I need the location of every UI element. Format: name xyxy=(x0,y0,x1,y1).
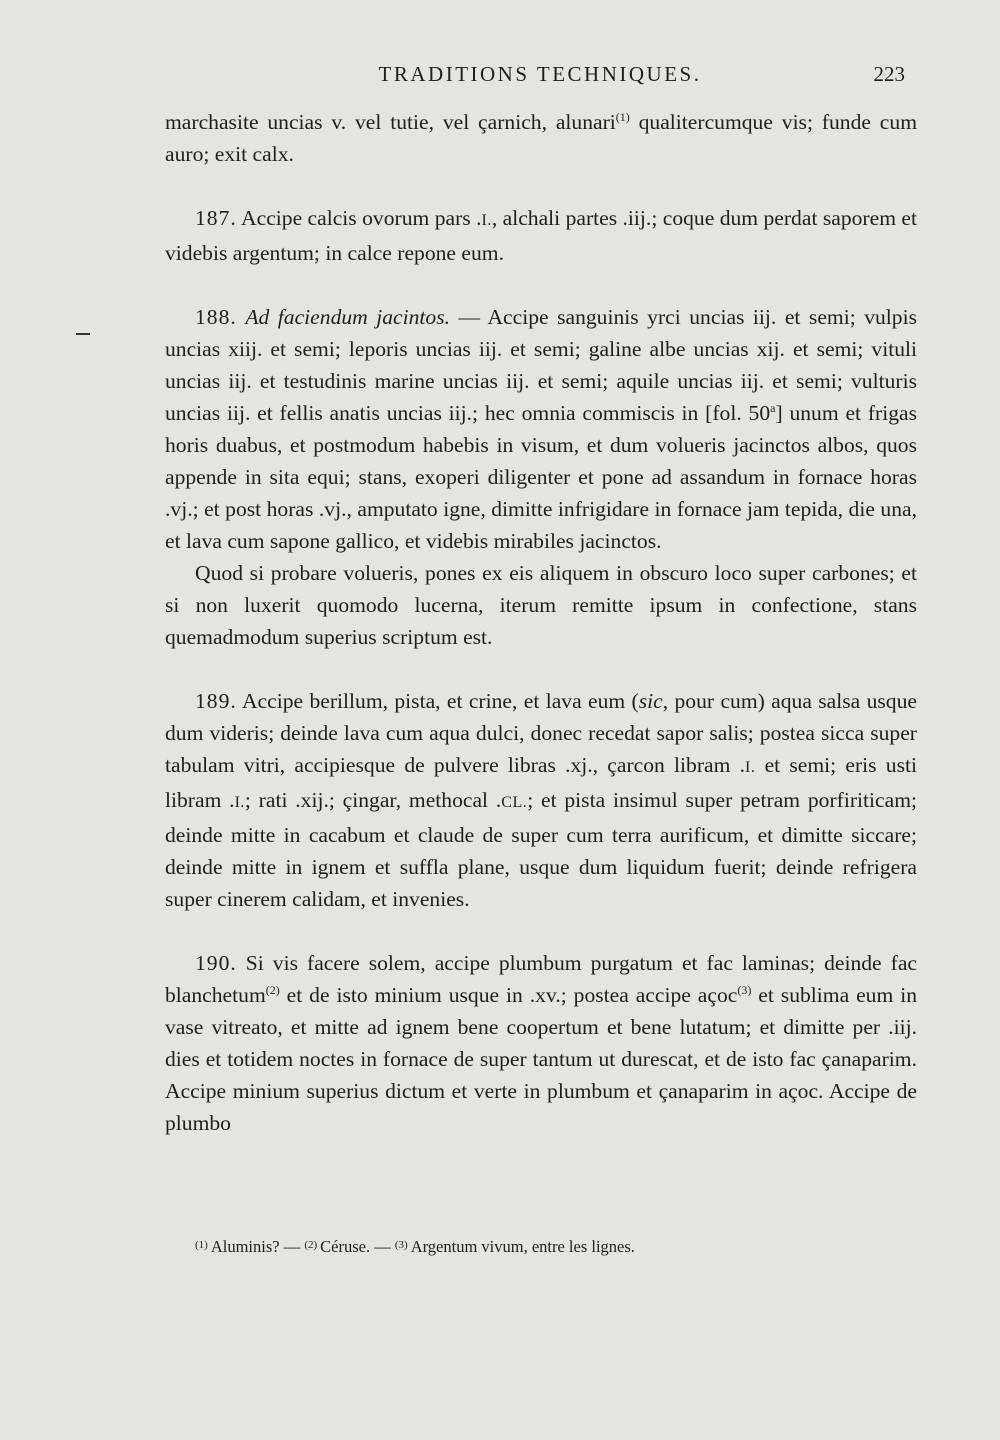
margin-dash xyxy=(76,333,90,335)
running-title: TRADITIONS TECHNIQUES. xyxy=(378,62,702,86)
footnotes: $^{(1)}$ Aluminis? — $^{(2)}$ Céruse. — $^{(3)}$ Argentum vivum, entre les lignes. xyxy=(195,1237,635,1256)
recipe-number: 189. xyxy=(195,689,237,713)
paragraph-190: 190. Si vis facere solem, accipe plumbum purgatum et fac laminas; deinde fac blanchetum$^{(2)}$ et de isto minium usque in .xv.; postea accipe açoc$^{(3)}$ et sublima eum in vase vitreato, et mitte ad ignem bene coopertum et bene lutatum; et dimitte per .iij. dies et totidem noctes in fornace de super tantum ut durescat, et de isto fac çanaparim. Accipe minium superius dictum et verte in plumbum et çanaparim in açoc. Accipe de plumbo xyxy=(165,951,917,1135)
recipe-number: 187. xyxy=(195,206,237,230)
paragraph-188-continued: Quod si probare volueris, pones ex eis aliquem in obscuro loco super carbones; et si non luxerit quomodo lucerna, iterum remitte ipsum in confectione, stans quemadmodum superius scriptum est. xyxy=(165,561,917,649)
footnote-ref: (1) xyxy=(615,109,630,124)
recipe-number: 190. xyxy=(195,951,237,975)
footnote-ref: (3) xyxy=(737,982,752,997)
paragraph-187: 187. Accipe calcis ovorum pars .I., alchali partes .iij.; coque dum perdat saporem et videbis argentum; in calce repone eum. xyxy=(165,206,917,265)
footnote-3: Argentum vivum, entre les lignes. xyxy=(410,1237,635,1256)
footnote-1: Aluminis? — xyxy=(210,1237,305,1256)
recipe-title: Ad faciendum jacintos. xyxy=(245,305,451,329)
paragraph-189: 189. Accipe berillum, pista, et crine, et lava eum (sic, pour cum) aqua salsa usque dum videris; deinde lava cum aqua dulci, donec recedat sapor salis; postea sicca super tabulam vitri, accipiesque de pulvere libras .xj., çarcon libram .I. et semi; eris usti libram .I.; rati .xij.; çingar, methocal .CL.; et pista insimul super petram porfiriticam; deinde mitte in cacabum et claude de super cum terra aurificum, et dimitte siccare; deinde mitte in ignem et suffla plane, usque dum liquidum fuerit; deinde refrigera super cinerem calidam, et invenies. xyxy=(165,689,917,911)
footnote-ref: (2) xyxy=(265,982,280,997)
footnote-2: Céruse. — xyxy=(320,1237,395,1256)
page-body xyxy=(165,106,917,1139)
page-number: 223 xyxy=(873,62,905,86)
paragraph-continuation: marchasite uncias v. vel tutie, vel çarnich, alunari$^{(1)}$ qualitercumque vis; funde cum auro; exit calx. xyxy=(165,109,917,166)
recipe-number: 188. xyxy=(195,305,237,329)
paragraph-188: 188. Ad faciendum jacintos. — Accipe sanguinis yrci uncias iij. et semi; vulpis uncias xiij. et semi; leporis uncias iij. et semi; galine albe uncias xij. et semi; vituli uncias iij. et testudinis marine uncias iij. et semi; aquile uncias iij. et semi; vulturis uncias iij. et fellis anatis uncias iij.; hec omnia commiscis in [fol. 50$^a$] unum et frigas horis duabus, et postmodum habebis in visum, et dum volueris jacinctos albos, quos appende in sita equi; stans, exoperi diligenter et pone ad assandum in fornace horas .vj.; et post horas .vj., amputato igne, dimitte infrigidare in fornace jam tepida, die una, et lava cum sapone gallico, et videbis mirabiles jacinctos. xyxy=(165,305,917,553)
page-header xyxy=(165,58,915,90)
